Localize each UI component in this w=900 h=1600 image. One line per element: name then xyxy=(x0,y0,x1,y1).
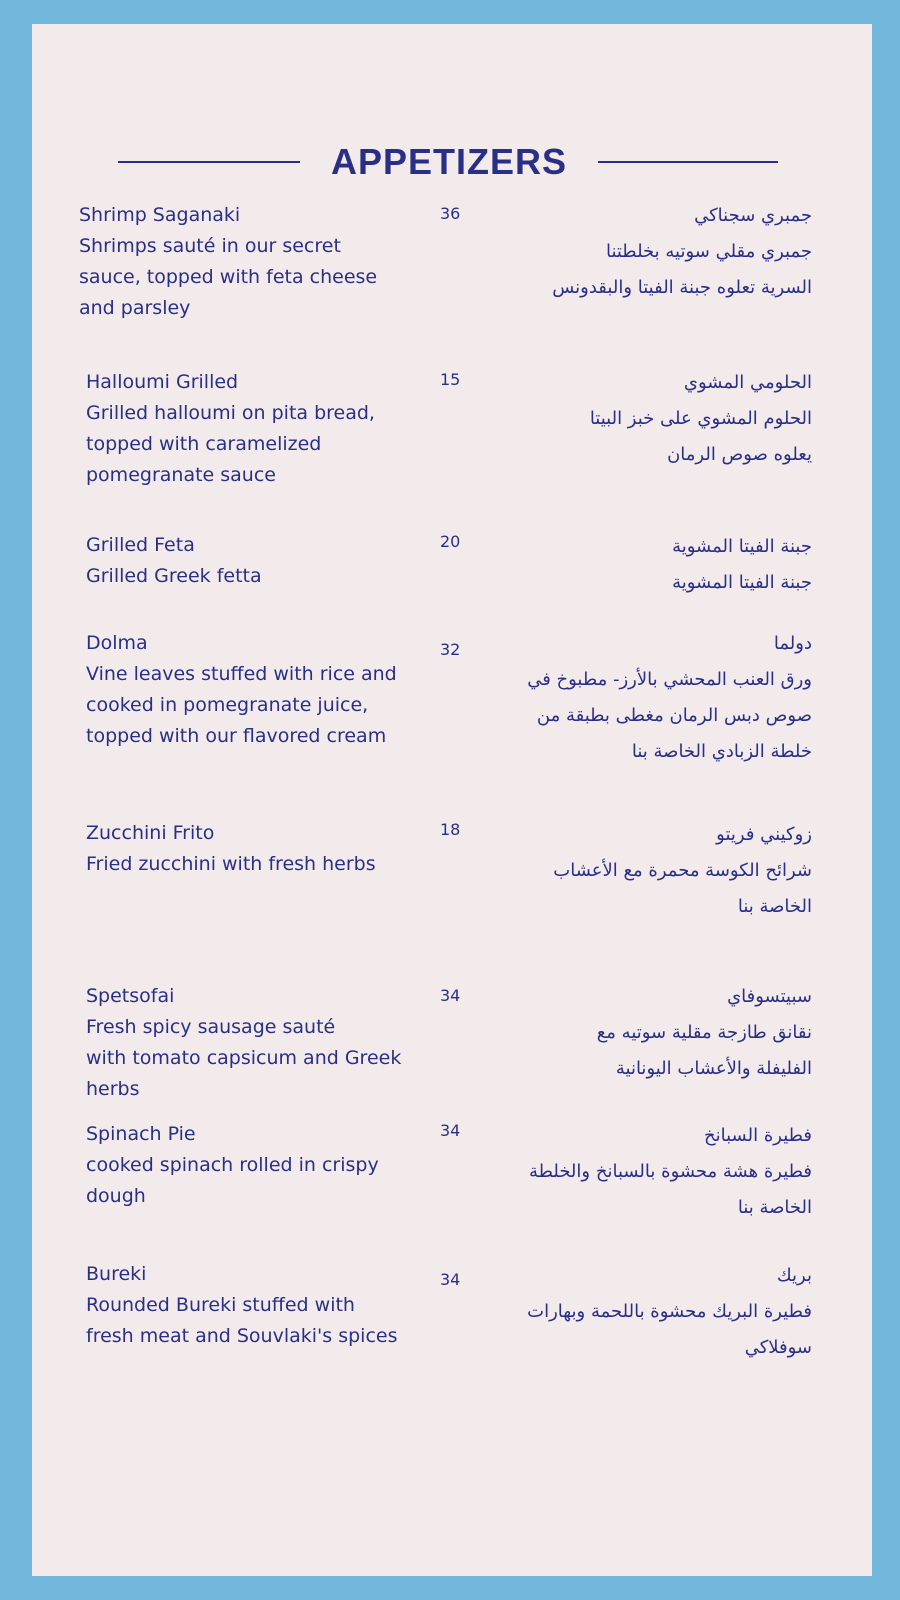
item-arabic xyxy=(452,1258,812,1366)
item-description-ar: الخاصة بنا xyxy=(737,896,812,917)
item-name-en: Bureki xyxy=(86,1263,147,1285)
item-description-en: dough xyxy=(86,1185,146,1207)
item-name-en: Halloumi Grilled xyxy=(86,371,239,393)
item-description-en: Grilled halloumi on pita bread, xyxy=(86,402,375,424)
item-name-ar: فطيرة السبانخ xyxy=(704,1125,812,1146)
item-description-ar: خلطة الزبادي الخاصة بنا xyxy=(631,741,812,762)
heading-rule-left xyxy=(118,161,300,163)
item-arabic xyxy=(452,1118,812,1226)
item-english xyxy=(86,628,426,752)
item-price: 18 xyxy=(440,820,461,839)
item-description-ar: صوص دبس الرمان مغطى بطبقة من xyxy=(536,705,812,726)
item-english xyxy=(79,200,419,324)
item-description-ar: فطيرة البريك محشوة باللحمة وبهارات xyxy=(527,1301,812,1322)
item-description-en: Vine leaves stuffed with rice and xyxy=(86,663,397,685)
item-name-ar: جمبري سجناكي xyxy=(694,205,812,226)
item-description-en: topped with our flavored cream xyxy=(86,725,387,747)
item-description-ar: الخاصة بنا xyxy=(737,1197,812,1218)
item-description-en: Grilled Greek fetta xyxy=(86,565,262,587)
item-description-en: with tomato capsicum and Greek xyxy=(86,1047,402,1069)
item-name-en: Spinach Pie xyxy=(86,1123,196,1145)
item-arabic xyxy=(452,365,812,473)
item-description-ar: سوفلاكي xyxy=(744,1337,812,1358)
item-description-ar: نقانق طازجة مقلية سوتيه مع xyxy=(596,1022,812,1043)
item-description-en: sauce, topped with feta cheese xyxy=(79,266,378,288)
item-description-ar: ورق العنب المحشي بالأرز- مطبوخ في xyxy=(527,669,812,690)
item-english xyxy=(86,818,426,880)
item-english xyxy=(86,1259,426,1352)
item-description-ar: السرية تعلوه جبنة الفيتا والبقدونس xyxy=(552,277,812,298)
item-description-ar: يعلوه صوص الرمان xyxy=(667,444,812,465)
item-name-ar: دولما xyxy=(773,633,812,654)
item-description-en: topped with caramelized xyxy=(86,433,322,455)
item-description-ar: الفليفلة والأعشاب اليونانية xyxy=(615,1058,812,1079)
item-description-en: fresh meat and Souvlaki's spices xyxy=(86,1325,398,1347)
item-arabic xyxy=(452,817,812,925)
item-name-en: Grilled Feta xyxy=(86,534,195,556)
item-description-ar: الحلوم المشوي على خبز البيتا xyxy=(589,408,812,429)
heading-rule-right xyxy=(598,161,778,163)
item-name-ar: الحلومي المشوي xyxy=(683,372,812,393)
item-description-ar: فطيرة هشة محشوة بالسبانخ والخلطة xyxy=(528,1161,812,1182)
item-description-en: pomegranate sauce xyxy=(86,464,276,486)
item-english xyxy=(86,530,426,592)
item-english xyxy=(86,367,426,491)
item-description-ar: شرائح الكوسة محمرة مع الأعشاب xyxy=(553,860,812,881)
menu-card xyxy=(32,24,872,1576)
item-arabic xyxy=(452,529,812,601)
item-price: 20 xyxy=(440,532,461,551)
item-arabic xyxy=(452,198,812,306)
item-description-en: herbs xyxy=(86,1078,140,1100)
item-price: 34 xyxy=(440,1121,461,1140)
item-description-en: cooked in pomegranate juice, xyxy=(86,694,369,716)
item-name-en: Spetsofai xyxy=(86,985,175,1007)
item-price: 32 xyxy=(440,640,461,659)
item-price: 15 xyxy=(440,370,461,389)
item-english xyxy=(86,981,426,1105)
item-name-ar: بريك xyxy=(776,1265,812,1286)
item-name-en: Shrimp Saganaki xyxy=(79,204,241,226)
item-name-ar: سبيتسوفاي xyxy=(727,986,812,1007)
item-description-en: Rounded Bureki stuffed with xyxy=(86,1294,355,1316)
item-name-ar: زوكيني فريتو xyxy=(716,824,812,845)
item-description-en: cooked spinach rolled in crispy xyxy=(86,1154,379,1176)
item-price: 34 xyxy=(440,1270,461,1289)
item-description-ar: جمبري مقلي سوتيه بخلطتنا xyxy=(605,241,812,262)
item-description-en: Fresh spicy sausage sauté xyxy=(86,1016,336,1038)
item-arabic xyxy=(452,626,812,770)
section-title: APPETIZERS xyxy=(330,141,568,182)
section-heading xyxy=(32,132,872,192)
item-price: 34 xyxy=(440,986,461,1005)
item-arabic xyxy=(452,979,812,1087)
item-name-ar: جبنة الفيتا المشوية xyxy=(672,536,812,557)
item-description-ar: جبنة الفيتا المشوية xyxy=(672,572,812,593)
item-name-en: Zucchini Frito xyxy=(86,822,215,844)
item-english xyxy=(86,1119,426,1212)
item-name-en: Dolma xyxy=(86,632,148,654)
item-description-en: Shrimps sauté in our secret xyxy=(79,235,341,257)
item-price: 36 xyxy=(440,204,461,223)
item-description-en: Fried zucchini with fresh herbs xyxy=(86,853,376,875)
item-description-en: and parsley xyxy=(79,297,191,319)
